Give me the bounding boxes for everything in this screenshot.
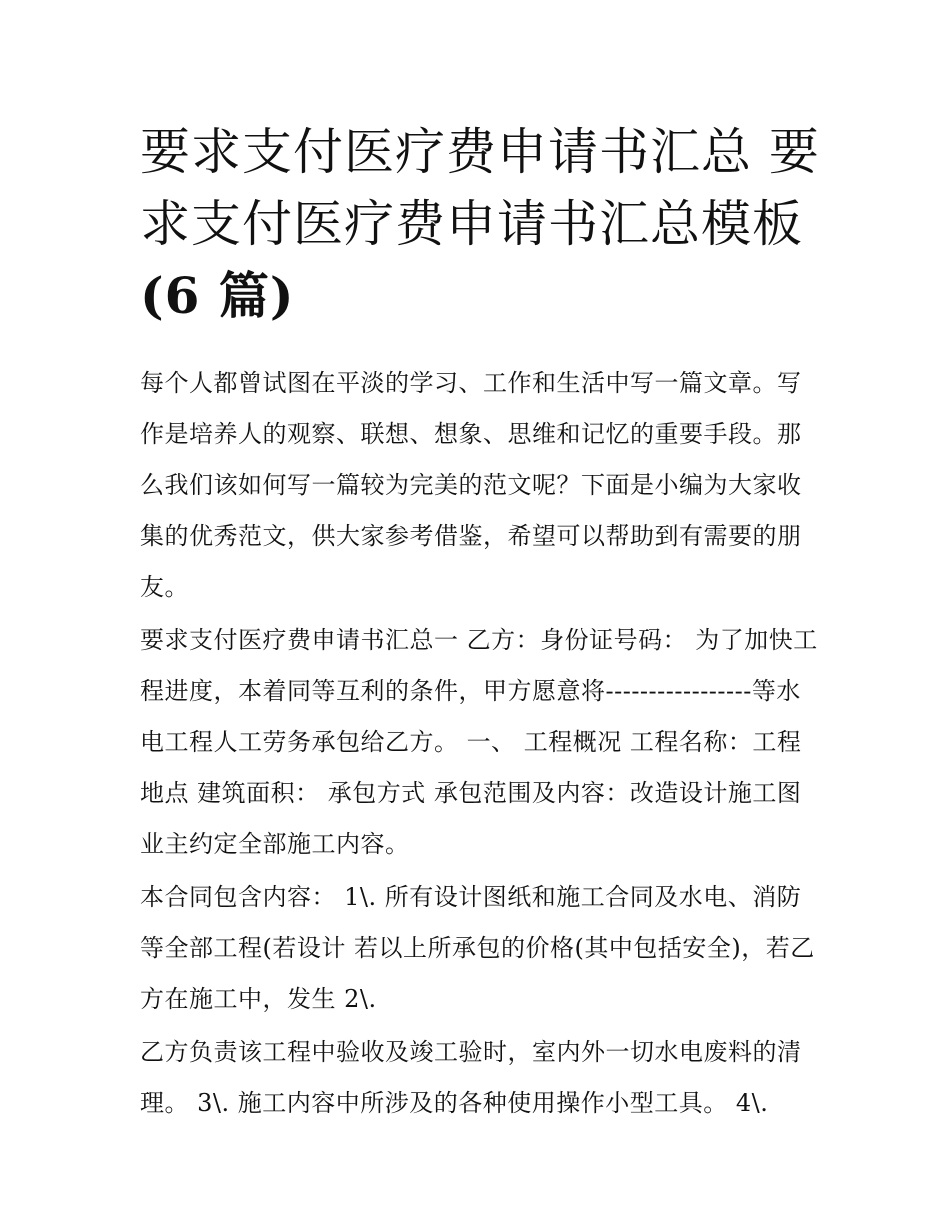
document-title <box>140 116 820 332</box>
paragraph-contract-content: 本合同包含内容： 1\. 所有设计图纸和施工合同及水电、消防等全部工程(若设计 若以上所承包的价格(其中包括安全)，若乙方在施工中，发生 2\. <box>140 883 815 1013</box>
title-line-3: (6 篇) <box>140 266 295 325</box>
title-line-1: 要求支付医疗费申请书汇总 要 <box>140 123 820 181</box>
paragraph-intro: 每个人都曾试图在平淡的学习、工作和生活中写一篇文章。写作是培养人的观察、联想、想象、思维和记忆的重要手段。那么我们该如何写一篇较为完美的范文呢？下面是小编为大家收集的优秀范文，供大家参考借鉴，希望可以帮助到有需要的朋友。 <box>140 369 802 601</box>
document-body <box>140 358 818 1131</box>
paragraph-responsibilities: 乙方负责该工程中验收及竣工验时，室内外一切水电废料的清理。 3\. 施工内容中所涉及的各种使用操作小型工具。 4\. <box>140 1038 802 1117</box>
title-line-2: 求支付医疗费申请书汇总模板 <box>140 195 803 253</box>
paragraph-section-one: 要求支付医疗费申请书汇总一 乙方：身份证号码： 为了加快工程进度，本着同等互利的条件，甲方愿意将-----------------等水电工程人工劳务承包给乙方。 一、 工程概况 工程名称：工程地点 建筑面积： 承包方式 承包范围及内容：改造设计施工图业主约定全部施工内容。 <box>140 626 818 858</box>
